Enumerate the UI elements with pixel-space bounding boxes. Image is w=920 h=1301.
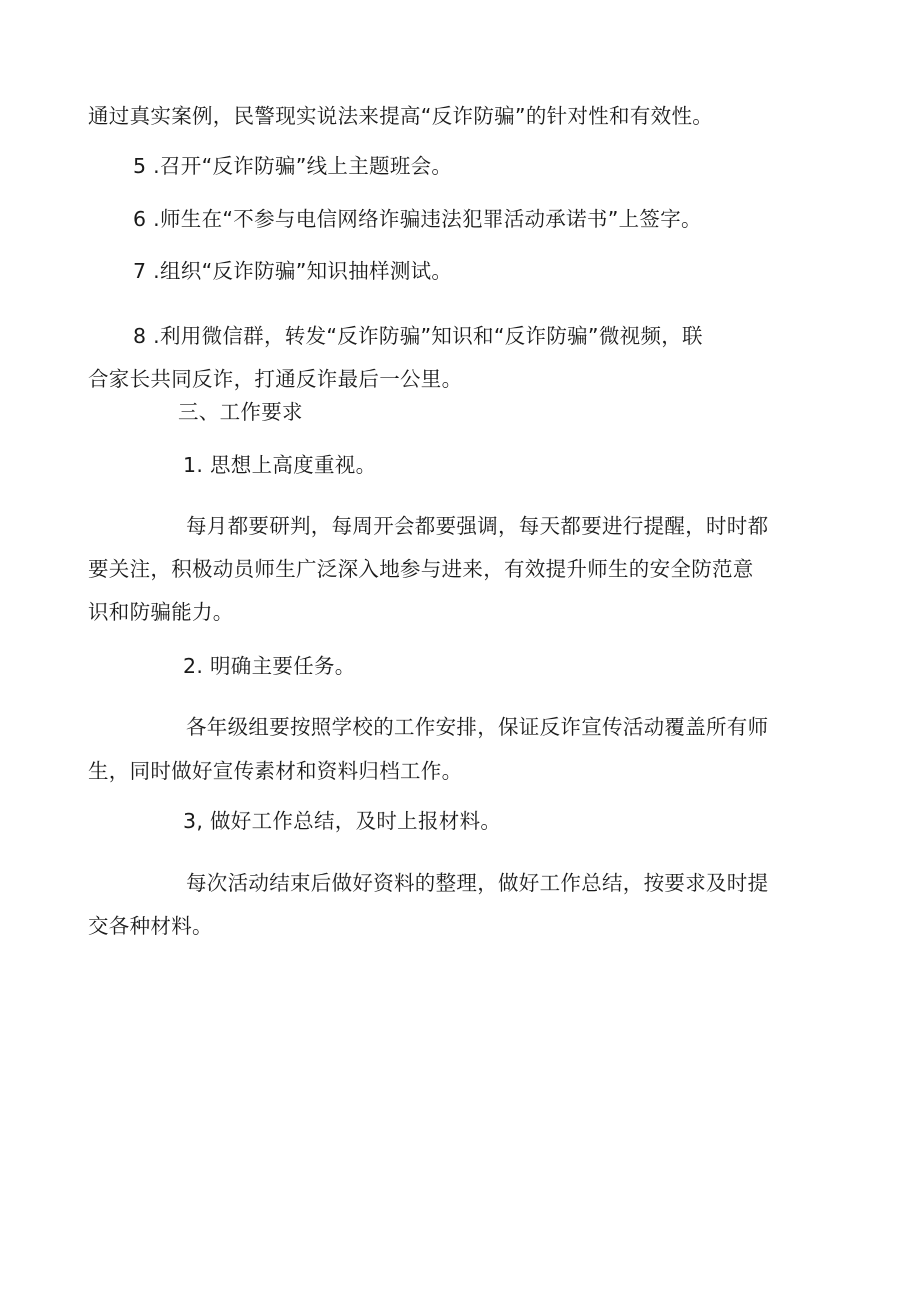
paragraph-line: 通过真实案例，民警现实说法来提高“反诈防骗”的针对性和有效性。: [88, 104, 714, 128]
list-item-6: 6 .师生在“不参与电信网络诈骗违法犯罪活动承诺书”上签字。: [133, 207, 702, 231]
subheading-1: 1. 思想上高度重视。: [183, 453, 377, 477]
paragraph-line: 交各种材料。: [88, 914, 213, 938]
subheading-3: 3, 做好工作总结，及时上报材料。: [183, 809, 502, 833]
paragraph-line: 要关注，积极动员师生广泛深入地参与进来，有效提升师生的安全防范意: [88, 557, 754, 581]
section-heading: 三、工作要求: [178, 400, 303, 424]
paragraph-line: 各年级组要按照学校的工作安排，保证反诈宣传活动覆盖所有师: [186, 715, 769, 739]
subheading-2: 2. 明确主要任务。: [183, 654, 356, 678]
list-item-8: 8 .利用微信群，转发“反诈防骗”知识和“反诈防骗”微视频，联: [133, 324, 703, 348]
paragraph-line: 识和防骗能力。: [88, 600, 234, 624]
paragraph-line: 生，同时做好宣传素材和资料归档工作。: [88, 759, 463, 783]
paragraph-line: 每月都要研判，每周开会都要强调，每天都要进行提醒，时时都: [186, 514, 769, 538]
paragraph-line: 每次活动结束后做好资料的整理，做好工作总结，按要求及时提: [186, 871, 769, 895]
list-item-5: 5 .召开“反诈防骗”线上主题班会。: [133, 154, 453, 178]
list-item-7: 7 .组织“反诈防骗”知识抽样测试。: [133, 259, 453, 283]
paragraph-line: 合家长共同反诈，打通反诈最后一公里。: [88, 367, 463, 391]
